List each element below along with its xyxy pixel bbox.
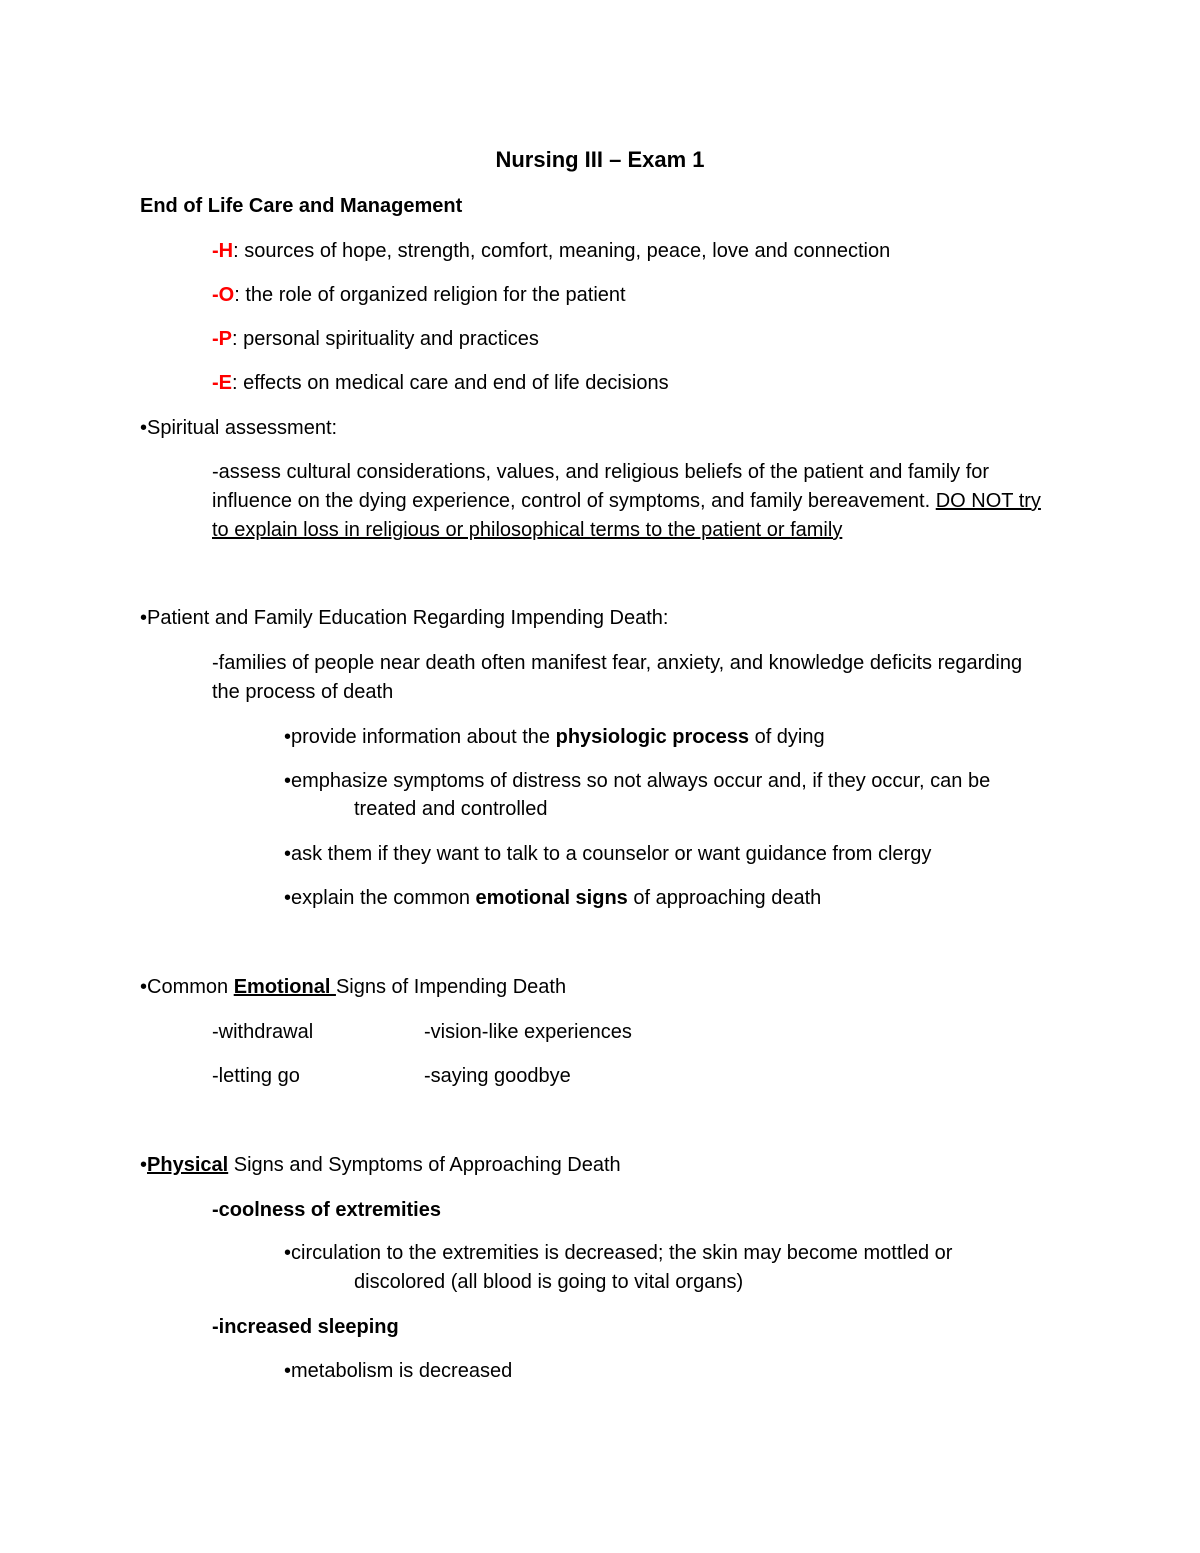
bullet-text: of approaching death [627,887,822,909]
hope-item-e [212,370,669,396]
hope-dash: - [212,328,219,350]
education-bullet-4 [284,885,821,911]
emotional-heading [140,974,566,1000]
heading-text: Signs and Symptoms of Approaching Death [228,1154,621,1176]
hope-letter: O [218,284,235,306]
education-intro: -families of people near death often manifest fear, anxiety, and knowledge deficits regarding the process of death [212,652,1023,703]
heading-text: •Common [140,976,234,998]
hope-text: : sources of hope, strength, comfort, meaning, peace, love and connection [233,240,891,262]
heading-bullet: • [140,1154,148,1176]
education-bullet-2-cont: treated and controlled [354,798,548,820]
bullet-text: of dying [749,726,825,748]
spiritual-text: -assess cultural considerations, values, and religious beliefs of the patient and family for influence on the dying experience, control of symptoms, and family bereavement. [212,461,990,512]
education-heading: •Patient and Family Education Regarding Impending Death: [140,607,669,629]
hope-dash: - [212,240,219,262]
physical-sign-label: -coolness of extremities [212,1199,441,1221]
physical-heading [140,1152,621,1178]
education-bullet-2: •emphasize symptoms of distress so not always occur and, if they occur, can be [284,770,991,792]
hope-letter: P [218,328,233,350]
emotional-sign: -letting go [212,1065,300,1087]
spiritual-emphasis: DO NOT try to explain loss in religious or philosophical terms to the patient or family [212,490,1041,541]
hope-item-h [212,238,890,264]
hope-item-o [212,282,626,308]
bullet-text: •explain the common [284,887,476,909]
spiritual-heading: •Spiritual assessment: [140,417,338,439]
emotional-sign: -withdrawal [212,1021,314,1043]
hope-dash: - [212,284,219,306]
physical-sign-detail-cont: discolored (all blood is going to vital organs) [354,1271,744,1293]
hope-dash: - [212,372,219,394]
heading-emphasis: Physical [147,1154,229,1176]
hope-letter: E [218,372,233,394]
physical-sign-label: -increased sleeping [212,1316,399,1338]
education-bullet-3: •ask them if they want to talk to a counselor or want guidance from clergy [284,843,932,865]
hope-letter: H [218,240,234,262]
hope-text: : effects on medical care and end of life decisions [232,372,669,394]
heading-text: Signs of Impending Death [335,976,567,998]
heading-emphasis: Emotional [233,976,336,998]
hope-text: : the role of organized religion for the patient [234,284,626,306]
education-bullet-1 [284,724,825,750]
section-heading: End of Life Care and Management [140,195,463,217]
physical-sign-detail: •circulation to the extremities is decreased; the skin may become mottled or [284,1242,953,1264]
physical-sign-detail: •metabolism is decreased [284,1360,513,1382]
spiritual-body [212,458,1062,545]
bullet-emphasis: physiologic process [555,726,750,748]
emotional-sign: -saying goodbye [424,1065,571,1087]
hope-text: : personal spirituality and practices [232,328,539,350]
emotional-sign: -vision-like experiences [424,1021,632,1043]
bullet-text: •provide information about the [284,726,556,748]
hope-item-p [212,326,539,352]
bullet-emphasis: emotional signs [475,887,628,909]
page-title: Nursing III – Exam 1 [495,147,705,172]
